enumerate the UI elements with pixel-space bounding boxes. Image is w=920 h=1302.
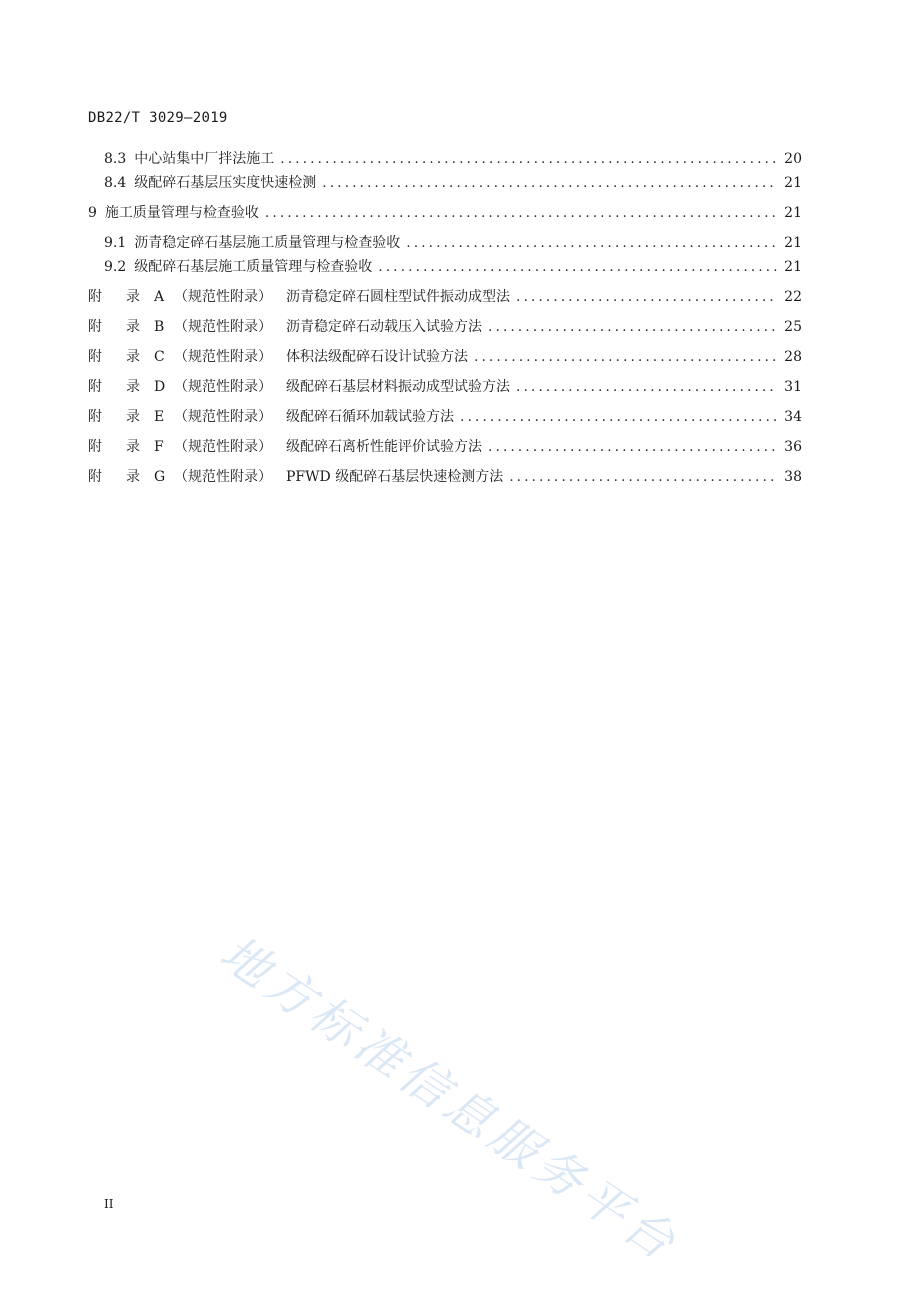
appendix-label: [88, 376, 286, 396]
toc-entry-page: 21: [784, 259, 802, 275]
appendix-char-fu: 附: [88, 379, 102, 395]
toc-appendix-entry[interactable]: [88, 346, 802, 366]
appendix-type: （规范性附录）: [174, 349, 272, 365]
appendix-label: [88, 466, 286, 486]
appendix-char-lu: 录: [126, 319, 140, 335]
toc-entry-page: 21: [784, 235, 802, 251]
appendix-label: [88, 286, 286, 306]
toc-entry[interactable]: [88, 256, 802, 276]
toc-leader: [516, 379, 778, 395]
appendix-letter: G: [154, 469, 166, 485]
toc-entry[interactable]: [88, 148, 802, 168]
toc-appendix-entry[interactable]: [88, 316, 802, 336]
toc-leader: [322, 175, 778, 191]
toc-entry-page: 34: [784, 409, 802, 425]
toc-entry-page: 21: [784, 175, 802, 191]
toc-leader: [509, 469, 778, 485]
toc-entry[interactable]: [88, 202, 802, 222]
toc-entry-title: 中心站集中厂拌法施工: [134, 151, 275, 167]
toc-entry-title: 级配碎石基层压实度快速检测: [134, 175, 317, 191]
toc-entry-title: 施工质量管理与检查验收: [104, 205, 259, 221]
page-number: II: [104, 1197, 114, 1211]
toc-leader: [488, 319, 778, 335]
toc-entry-page: 28: [784, 349, 802, 365]
toc-entry-title: PFWD 级配碎石基层快速检测方法: [286, 469, 504, 485]
appendix-letter: F: [154, 439, 164, 455]
appendix-label: [88, 346, 286, 366]
appendix-char-lu: 录: [126, 439, 140, 455]
appendix-type: （规范性附录）: [174, 469, 272, 485]
toc-leader: [474, 349, 778, 365]
appendix-type: （规范性附录）: [174, 379, 272, 395]
appendix-char-fu: 附: [88, 289, 102, 305]
appendix-letter: C: [154, 349, 165, 365]
toc-entry[interactable]: [88, 232, 802, 252]
toc-appendix-entry[interactable]: [88, 286, 802, 306]
toc-appendix-entry[interactable]: [88, 376, 802, 396]
appendix-label: [88, 406, 286, 426]
toc-entry-page: 36: [784, 439, 802, 455]
toc-leader: [488, 439, 778, 455]
toc-leader: [516, 289, 778, 305]
toc-entry-title: 级配碎石离析性能评价试验方法: [286, 439, 482, 455]
toc-entry-page: 22: [784, 289, 802, 305]
toc-entry-number: 8.3: [104, 151, 127, 167]
toc-leader: [406, 235, 778, 251]
appendix-type: （规范性附录）: [174, 439, 272, 455]
toc-entry-title: 级配碎石循环加载试验方法: [286, 409, 454, 425]
toc-entry-number: 9: [88, 205, 97, 221]
appendix-char-fu: 附: [88, 439, 102, 455]
appendix-letter: D: [154, 379, 166, 395]
appendix-letter: E: [154, 409, 165, 425]
toc-appendix-entry[interactable]: [88, 466, 802, 486]
appendix-label: [88, 316, 286, 336]
appendix-char-fu: 附: [88, 349, 102, 365]
toc-leader: [280, 151, 778, 167]
toc-entry-page: 25: [784, 319, 802, 335]
toc-entry-title: 沥青稳定碎石圆柱型试件振动成型法: [286, 289, 510, 305]
toc-appendix-entry[interactable]: [88, 436, 802, 456]
toc-appendix-entry[interactable]: [88, 406, 802, 426]
watermark: 地方标准信息服务平台: [209, 925, 689, 1274]
appendix-char-fu: 附: [88, 319, 102, 335]
toc-leader: [378, 259, 778, 275]
toc-entry-page: 20: [784, 151, 802, 167]
document-code: DB22/T 3029—2019: [88, 110, 228, 126]
toc-entry-title: 体积法级配碎石设计试验方法: [286, 349, 468, 365]
toc-entry-title: 级配碎石基层材料振动成型试验方法: [286, 379, 510, 395]
appendix-char-lu: 录: [126, 469, 140, 485]
appendix-letter: B: [154, 319, 165, 335]
appendix-label: [88, 436, 286, 456]
toc-entry-title: 沥青稳定碎石动载压入试验方法: [286, 319, 482, 335]
toc-entry-page: 21: [784, 205, 802, 221]
appendix-char-lu: 录: [126, 349, 140, 365]
toc-entry-title: 级配碎石基层施工质量管理与检查验收: [134, 259, 373, 275]
appendix-char-lu: 录: [126, 409, 140, 425]
appendix-type: （规范性附录）: [174, 409, 272, 425]
appendix-type: （规范性附录）: [174, 319, 272, 335]
appendix-char-fu: 附: [88, 409, 102, 425]
toc-entry-page: 31: [784, 379, 802, 395]
toc-leader: [460, 409, 778, 425]
appendix-type: （规范性附录）: [174, 289, 272, 305]
toc-entry[interactable]: [88, 172, 802, 192]
appendix-char-lu: 录: [126, 289, 140, 305]
appendix-letter: A: [154, 289, 165, 305]
toc-entry-number: 8.4: [104, 175, 127, 191]
appendix-char-fu: 附: [88, 469, 102, 485]
toc-entry-number: 9.1: [104, 235, 127, 251]
toc-entry-title: 沥青稳定碎石基层施工质量管理与检查验收: [134, 235, 401, 251]
toc-leader: [265, 205, 778, 221]
toc-entry-number: 9.2: [104, 259, 127, 275]
toc-entry-page: 38: [784, 469, 802, 485]
appendix-char-lu: 录: [126, 379, 140, 395]
